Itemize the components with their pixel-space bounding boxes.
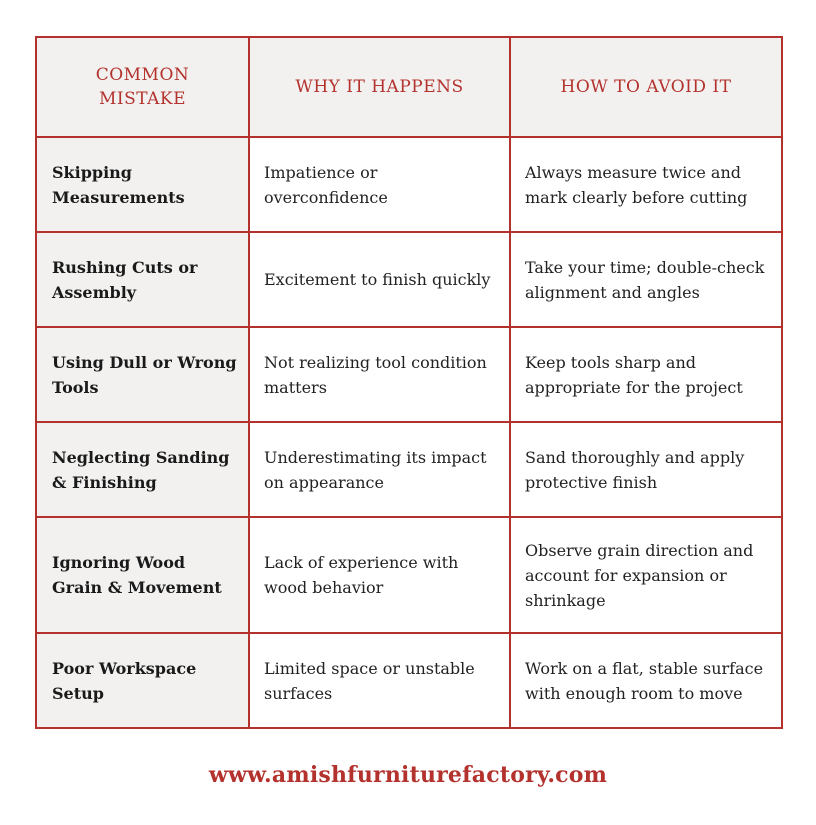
table-header-row <box>36 37 782 137</box>
mistake-cell: Rushing Cuts or Assembly <box>36 232 249 327</box>
table-row <box>36 422 782 517</box>
table-row <box>36 633 782 728</box>
avoid-cell: Observe grain direction and account for expansion or shrinkage <box>510 517 782 633</box>
avoid-cell: Keep tools sharp and appropriate for the project <box>510 327 782 422</box>
mistake-cell: Skipping Measurements <box>36 137 249 232</box>
why-cell: Underestimating its impact on appearance <box>249 422 510 517</box>
table-row <box>36 517 782 633</box>
why-cell: Not realizing tool condition matters <box>249 327 510 422</box>
mistake-cell: Using Dull or Wrong Tools <box>36 327 249 422</box>
mistake-cell: Ignoring Wood Grain & Movement <box>36 517 249 633</box>
table-row <box>36 137 782 232</box>
website-url[interactable]: www.amishfurniturefactory.com <box>208 762 608 788</box>
mistake-cell: Neglecting Sanding & Finishing <box>36 422 249 517</box>
avoid-cell: Always measure twice and mark clearly before cutting <box>510 137 782 232</box>
mistakes-table-container <box>35 36 781 729</box>
avoid-cell: Work on a flat, stable surface with enough room to move <box>510 633 782 728</box>
table-row <box>36 327 782 422</box>
why-cell: Lack of experience with wood behavior <box>249 517 510 633</box>
header-why-it-happens: WHY IT HAPPENS <box>249 37 510 137</box>
table-row <box>36 232 782 327</box>
why-cell: Impatience or overconfidence <box>249 137 510 232</box>
why-cell: Excitement to finish quickly <box>249 232 510 327</box>
avoid-cell: Sand thoroughly and apply protective finish <box>510 422 782 517</box>
mistake-cell: Poor Workspace Setup <box>36 633 249 728</box>
header-how-to-avoid: HOW TO AVOID IT <box>510 37 782 137</box>
why-cell: Limited space or unstable surfaces <box>249 633 510 728</box>
header-common-mistake: COMMON MISTAKE <box>36 37 249 137</box>
mistakes-table <box>35 36 783 729</box>
avoid-cell: Take your time; double-check alignment and angles <box>510 232 782 327</box>
